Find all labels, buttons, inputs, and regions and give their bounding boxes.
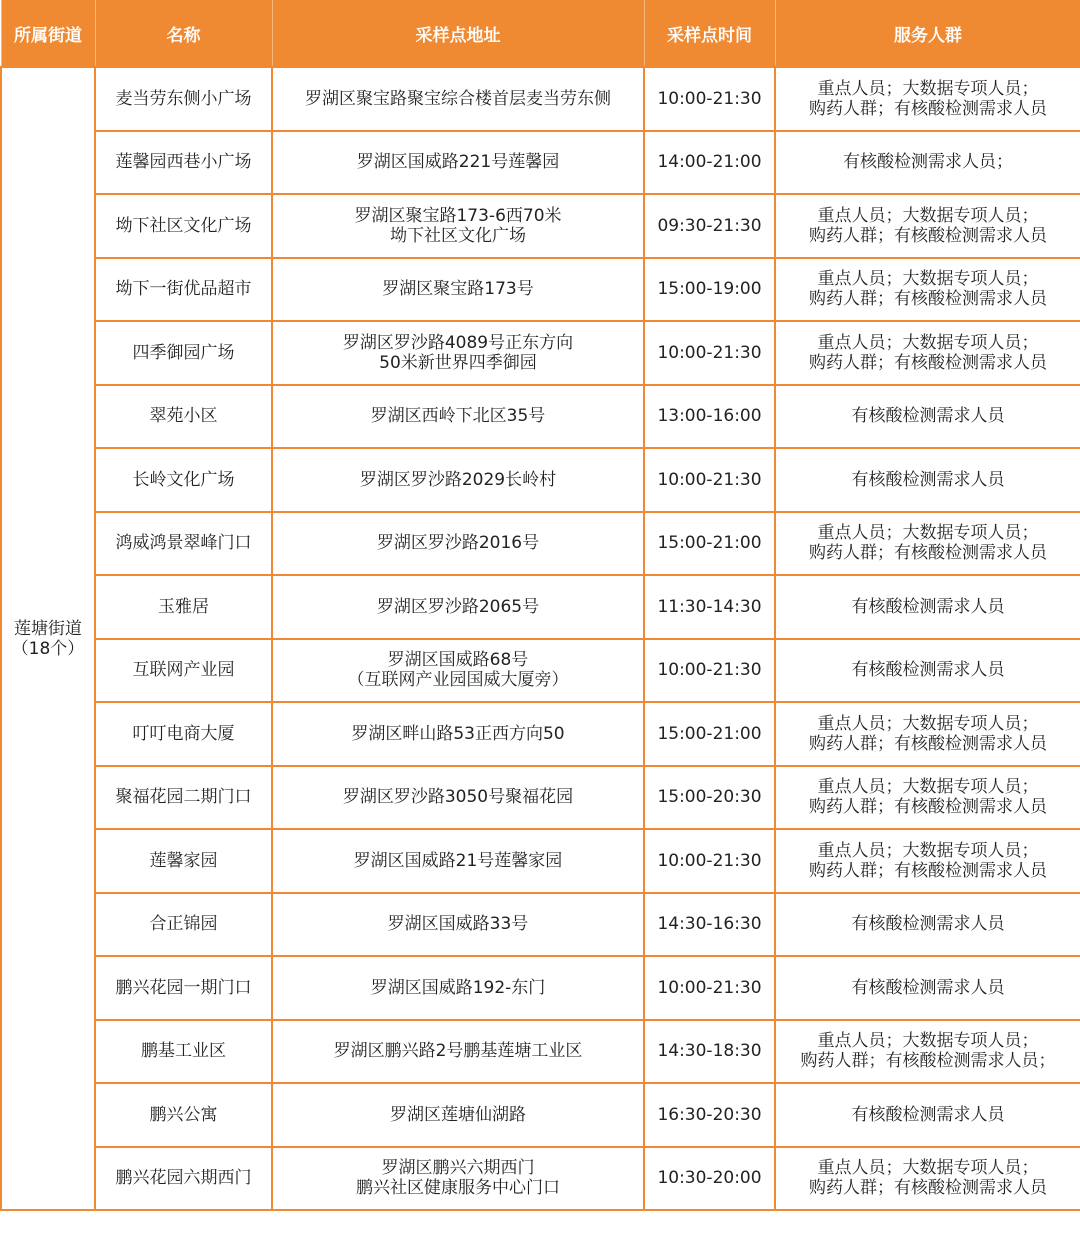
address-line: 罗湖区罗沙路2016号: [376, 533, 540, 554]
time-cell: 10:00-21:30: [644, 956, 775, 1020]
time-cell: 15:00-21:00: [644, 702, 775, 766]
service-line: 重点人员；大数据专项人员；: [817, 523, 1039, 544]
site-name-cell: 麦当劳东侧小广场: [95, 67, 272, 131]
table-row: [1, 131, 1080, 195]
site-name-cell: 互联网产业园: [95, 639, 272, 703]
header-district: 所属街道: [1, 0, 95, 67]
service-line: 重点人员；大数据专项人员；: [817, 205, 1039, 226]
service-line: 重点人员；大数据专项人员；: [817, 78, 1039, 99]
address-line: 罗湖区聚宝路173号: [382, 279, 534, 300]
time-cell: 14:30-18:30: [644, 1020, 775, 1084]
service-cell: [775, 1020, 1080, 1084]
service-line: 有核酸检测需求人员: [851, 977, 1005, 998]
address-line: 50米新世界四季御园: [379, 352, 537, 373]
time-cell: 10:00-21:30: [644, 321, 775, 385]
table-row: [1, 639, 1080, 703]
service-cell: [775, 321, 1080, 385]
table-row: [1, 1083, 1080, 1147]
service-line: 购药人群；有核酸检测需求人员: [809, 733, 1047, 754]
service-cell: [775, 575, 1080, 639]
time-cell: 10:30-20:00: [644, 1147, 775, 1211]
time-cell: 10:00-21:30: [644, 448, 775, 512]
table-row: [1, 321, 1080, 385]
service-line: 重点人员；大数据专项人员；: [817, 332, 1039, 353]
table-row: [1, 829, 1080, 893]
time-cell: 15:00-20:30: [644, 766, 775, 830]
table-row: [1, 893, 1080, 957]
address-line: 罗湖区罗沙路2029长岭村: [359, 469, 557, 490]
address-line: 坳下社区文化广场: [390, 225, 526, 246]
address-cell: [272, 893, 644, 957]
header-address: 采样点地址: [272, 0, 644, 67]
service-line: 重点人员；大数据专项人员；: [817, 777, 1039, 798]
header-service: 服务人群: [775, 0, 1080, 67]
table-row: [1, 448, 1080, 512]
address-line: 罗湖区国威路33号: [387, 914, 529, 935]
table-row: [1, 512, 1080, 576]
service-line: 购药人群；有核酸检测需求人员: [809, 1178, 1047, 1199]
site-name-cell: 聚福花园二期门口: [95, 766, 272, 830]
address-cell: [272, 258, 644, 322]
service-cell: [775, 67, 1080, 131]
address-line: 罗湖区聚宝路聚宝综合楼首层麦当劳东侧: [305, 88, 611, 109]
time-cell: 14:30-16:30: [644, 893, 775, 957]
table-row: [1, 766, 1080, 830]
service-cell: [775, 385, 1080, 449]
address-cell: [272, 67, 644, 131]
address-cell: [272, 1083, 644, 1147]
address-cell: [272, 575, 644, 639]
service-cell: [775, 1147, 1080, 1211]
address-cell: [272, 512, 644, 576]
site-name-cell: 鹏基工业区: [95, 1020, 272, 1084]
service-line: 有核酸检测需求人员；: [843, 152, 1013, 173]
service-line: 重点人员；大数据专项人员；: [817, 1158, 1039, 1179]
site-name-cell: 鸿威鸿景翠峰门口: [95, 512, 272, 576]
table-body: [1, 67, 1080, 1210]
service-line: 有核酸检测需求人员: [851, 469, 1005, 490]
service-line: 购药人群；有核酸检测需求人员: [809, 225, 1047, 246]
service-cell: [775, 131, 1080, 195]
table-row: [1, 702, 1080, 766]
service-line: 购药人群；有核酸检测需求人员: [809, 797, 1047, 818]
service-line: 重点人员；大数据专项人员；: [817, 840, 1039, 861]
service-line: 购药人群；有核酸检测需求人员: [809, 860, 1047, 881]
time-cell: 10:00-21:30: [644, 67, 775, 131]
service-cell: [775, 194, 1080, 258]
site-name-cell: 翠苑小区: [95, 385, 272, 449]
table-row: [1, 385, 1080, 449]
service-line: 重点人员；大数据专项人员；: [817, 1031, 1039, 1052]
site-name-cell: 莲馨家园: [95, 829, 272, 893]
service-line: 重点人员；大数据专项人员；: [817, 269, 1039, 290]
table-row: [1, 1020, 1080, 1084]
site-name-cell: 长岭文化广场: [95, 448, 272, 512]
address-cell: [272, 829, 644, 893]
site-name-cell: 四季御园广场: [95, 321, 272, 385]
header-row: [1, 0, 1080, 67]
site-name-cell: 鹏兴公寓: [95, 1083, 272, 1147]
district-cell: [1, 67, 95, 1210]
time-cell: 10:00-21:30: [644, 639, 775, 703]
site-name-cell: 坳下一街优品超市: [95, 258, 272, 322]
address-cell: [272, 1020, 644, 1084]
address-line: 罗湖区国威路192-东门: [370, 977, 546, 998]
service-cell: [775, 956, 1080, 1020]
service-cell: [775, 1083, 1080, 1147]
address-line: 罗湖区畔山路53正西方向50: [351, 723, 565, 744]
time-cell: 10:00-21:30: [644, 829, 775, 893]
time-cell: 11:30-14:30: [644, 575, 775, 639]
site-name-cell: 鹏兴花园六期西门: [95, 1147, 272, 1211]
service-cell: [775, 639, 1080, 703]
address-cell: [272, 766, 644, 830]
site-name-cell: 合正锦园: [95, 893, 272, 957]
table-row: [1, 956, 1080, 1020]
service-line: 有核酸检测需求人员: [851, 914, 1005, 935]
address-line: 罗湖区罗沙路2065号: [376, 596, 540, 617]
time-cell: 09:30-21:30: [644, 194, 775, 258]
address-cell: [272, 448, 644, 512]
address-line: 罗湖区罗沙路4089号正东方向: [342, 332, 574, 353]
service-cell: [775, 829, 1080, 893]
address-line: 罗湖区莲塘仙湖路: [390, 1104, 526, 1125]
time-cell: 15:00-19:00: [644, 258, 775, 322]
address-cell: [272, 321, 644, 385]
service-line: 有核酸检测需求人员: [851, 406, 1005, 427]
address-line: 罗湖区国威路21号莲馨家园: [353, 850, 563, 871]
address-line: 罗湖区鹏兴路2号鹏基莲塘工业区: [333, 1041, 583, 1062]
time-cell: 16:30-20:30: [644, 1083, 775, 1147]
service-cell: [775, 766, 1080, 830]
service-cell: [775, 702, 1080, 766]
table-row: [1, 67, 1080, 131]
service-line: 重点人员；大数据专项人员；: [817, 713, 1039, 734]
table-row: [1, 575, 1080, 639]
service-cell: [775, 893, 1080, 957]
site-name-cell: 叮叮电商大厦: [95, 702, 272, 766]
address-line: 罗湖区西岭下北区35号: [370, 406, 546, 427]
district-count: （18个）: [11, 638, 85, 659]
address-cell: [272, 194, 644, 258]
service-line: 购药人群；有核酸检测需求人员；: [800, 1051, 1056, 1072]
time-cell: 13:00-16:00: [644, 385, 775, 449]
service-line: 购药人群；有核酸检测需求人员: [809, 98, 1047, 119]
service-line: 有核酸检测需求人员: [851, 1104, 1005, 1125]
address-line: 罗湖区聚宝路173-6西70米: [354, 205, 562, 226]
service-cell: [775, 448, 1080, 512]
service-cell: [775, 512, 1080, 576]
address-line: 罗湖区国威路68号: [387, 650, 529, 671]
service-line: 购药人群；有核酸检测需求人员: [809, 543, 1047, 564]
address-cell: [272, 702, 644, 766]
address-line: 罗湖区罗沙路3050号聚福花园: [342, 787, 574, 808]
site-name-cell: 玉雅居: [95, 575, 272, 639]
time-cell: 14:00-21:00: [644, 131, 775, 195]
header-name: 名称: [95, 0, 272, 67]
table-row: [1, 1147, 1080, 1211]
address-cell: [272, 956, 644, 1020]
service-line: 购药人群；有核酸检测需求人员: [809, 352, 1047, 373]
table-header: [1, 0, 1080, 67]
district-name: 莲塘街道: [14, 618, 82, 639]
service-line: 有核酸检测需求人员: [851, 660, 1005, 681]
address-line: （互联网产业园国威大厦旁）: [347, 670, 569, 691]
address-line: 罗湖区国威路221号莲馨园: [356, 152, 560, 173]
address-line: 罗湖区鹏兴六期西门: [381, 1158, 535, 1179]
service-cell: [775, 258, 1080, 322]
site-name-cell: 坳下社区文化广场: [95, 194, 272, 258]
header-time: 采样点时间: [644, 0, 775, 67]
table-row: [1, 258, 1080, 322]
address-cell: [272, 639, 644, 703]
address-cell: [272, 131, 644, 195]
service-line: 有核酸检测需求人员: [851, 596, 1005, 617]
table-row: [1, 194, 1080, 258]
site-name-cell: 莲馨园西巷小广场: [95, 131, 272, 195]
service-line: 购药人群；有核酸检测需求人员: [809, 289, 1047, 310]
address-cell: [272, 385, 644, 449]
site-name-cell: 鹏兴花园一期门口: [95, 956, 272, 1020]
time-cell: 15:00-21:00: [644, 512, 775, 576]
address-line: 鹏兴社区健康服务中心门口: [356, 1178, 560, 1199]
address-cell: [272, 1147, 644, 1211]
